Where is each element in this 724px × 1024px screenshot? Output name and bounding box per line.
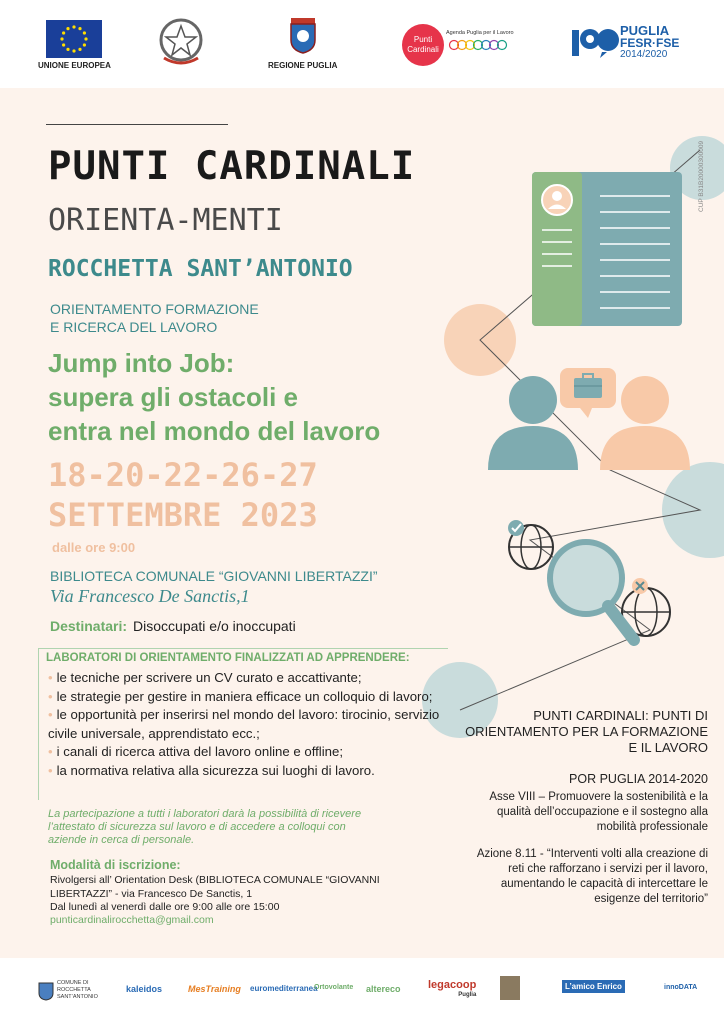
mestraining-logo: MesTraining <box>188 984 241 994</box>
regione-caption: REGIONE PUGLIA <box>268 61 338 70</box>
recipients-value: Disoccupati e/o inoccupati <box>133 618 296 634</box>
partner-photo-logo <box>500 976 520 1000</box>
headline-line-1: Jump into Job: <box>48 348 235 378</box>
comune-crest-icon <box>38 981 54 1001</box>
registration-hours: Dal lunedì al venerdì dalle ore 9:00 alle ore 15:00 <box>50 901 280 913</box>
agenda-rings-icon <box>448 39 512 51</box>
deco-circle-right <box>662 462 724 558</box>
venue-name: BIBLIOTECA COMUNALE “GIOVANNI LIBERTAZZI” <box>50 568 378 584</box>
theme-line-1: ORIENTAMENTO FORMAZIONE <box>50 301 259 317</box>
subtitle: ORIENTA-MENTI <box>48 203 283 238</box>
recipients-label: Destinatari: <box>50 618 128 634</box>
repubblica-emblem <box>156 16 206 72</box>
venue-address: Via Francesco De Sanctis,1 <box>50 586 250 606</box>
altereco-logo: altereco <box>366 984 401 994</box>
event-dates <box>48 455 318 535</box>
bullet-icon: • <box>48 762 53 778</box>
puglia-shield-icon <box>288 16 318 54</box>
comune-logo: COMUNE DI ROCCHETTA SANT’ANTONIO <box>38 980 113 1001</box>
puglia-fesr-line3: 2014/2020 <box>620 49 668 60</box>
list-item: • i canali di ricerca attiva del lavoro online e offline; <box>48 744 344 759</box>
headline <box>48 346 448 448</box>
registration-desk: Rivolgersi all’ Orientation Desk (BIBLIOTECA COMUNALE “GIOVANNI LIBERTAZZI” - via Francesco De Sanctis, 1 <box>50 874 380 900</box>
dates-line-2: SETTEMBRE 2023 <box>48 496 318 534</box>
regione-puglia-logo <box>268 16 337 70</box>
cv-document-icon <box>532 172 682 326</box>
euromediterranea-logo: euromediterranea <box>250 984 318 993</box>
registration-email[interactable]: punticardinalirocchetta@gmail.com <box>50 914 214 926</box>
headline-line-2: supera gli ostacoli e <box>48 382 298 412</box>
program-info <box>462 708 708 907</box>
program-title: PUNTI CARDINALI: PUNTI DI ORIENTAMENTO PER LA FORMAZIONE E IL LAVORO <box>465 708 708 755</box>
asse-text: Asse VIII – Promuovere la sostenibilità e la qualità dell’occupazione e il sostegno alla mobilità professionale <box>489 791 708 833</box>
partner-logo-bar <box>0 958 724 1024</box>
agenda-puglia-logo <box>446 30 514 55</box>
punti-cardinali-logo <box>402 24 444 66</box>
puglia-p-icon <box>570 24 620 62</box>
list-item: • le strategie per gestire in maniera efficace un colloquio di lavoro; <box>48 688 433 704</box>
puglia-fesr-line2: FESR·FSE <box>620 36 680 50</box>
bullet-icon: • <box>48 744 53 759</box>
dates-line-1: 18-20-22-26-27 <box>48 456 318 494</box>
registration-title: Modalità di iscrizione: <box>50 858 181 872</box>
azione-text: Azione 8.11 - “Interventi volti alla creazione di reti che rafforzano i servizi per il lavoro, aumentando le capacità di intercettare le esigenze del territorio” <box>476 848 708 905</box>
puglia-fesr-fse-logo <box>570 24 679 62</box>
list-item: • le opportunità per inserirsi nel mondo del lavoro: tirocinio, servizio civile universale, apprendistato ecc.; <box>48 707 440 741</box>
registration-text <box>50 874 390 915</box>
eu-logo <box>38 20 111 70</box>
puglia-fesr-line1: PUGLIA <box>620 23 670 38</box>
eu-flag-icon <box>46 20 102 58</box>
cup-code: CUP B31B20000300009 <box>698 140 705 212</box>
theme-text <box>50 300 350 336</box>
headline-line-3: entra nel mondo del lavoro <box>48 416 381 446</box>
theme-line-2: E RICERCA DEL LAVORO <box>50 319 218 335</box>
location-title: ROCCHETTA SANT’ANTONIO <box>48 256 353 282</box>
list-item: • le tecniche per scrivere un CV curato e accattivante; <box>48 670 362 685</box>
bullet-icon: • <box>48 688 53 704</box>
italian-emblem-icon <box>156 16 206 68</box>
por-title: POR PUGLIA 2014-2020 <box>569 772 708 786</box>
kaleidos-logo: kaleidos <box>126 984 163 994</box>
list-item: • la normativa relativa alla sicurezza sui luoghi di lavoro. <box>48 762 375 778</box>
legacoop-logo: legacoop Puglia <box>428 979 477 998</box>
participation-note: La partecipazione a tutti i laboratori darà la possibilità di ricevere l’attestato di sicurezza sul lavoro e di accedere a colloqui con aziende in cerca di personale. <box>48 808 362 846</box>
header-logo-bar <box>0 0 724 88</box>
labs-list <box>48 669 448 780</box>
labs-title: LABORATORI DI ORIENTAMENTO FINALIZZATI AD APPRENDERE: <box>46 652 410 664</box>
title-rule <box>46 124 228 125</box>
punti-cardinali-logo-text: Punti Cardinali <box>402 24 444 66</box>
bullet-icon: • <box>48 670 53 685</box>
eu-caption: UNIONE EUROPEA <box>38 61 111 70</box>
main-title: PUNTI CARDINALI <box>48 144 416 189</box>
recipients <box>50 618 296 634</box>
agenda-title: Agenda Puglia per il Lavoro <box>446 30 514 36</box>
search-globe-magnifier-icon <box>508 520 670 640</box>
amico-enrico-logo: L’amico Enrico <box>562 980 625 993</box>
event-time: dalle ore 9:00 <box>52 540 136 555</box>
people-interview-icon <box>488 368 690 470</box>
innodata-logo: innoDATA <box>664 984 698 991</box>
bullet-icon: • <box>48 707 53 722</box>
ortovolante-logo: Ortovolante <box>314 984 354 991</box>
